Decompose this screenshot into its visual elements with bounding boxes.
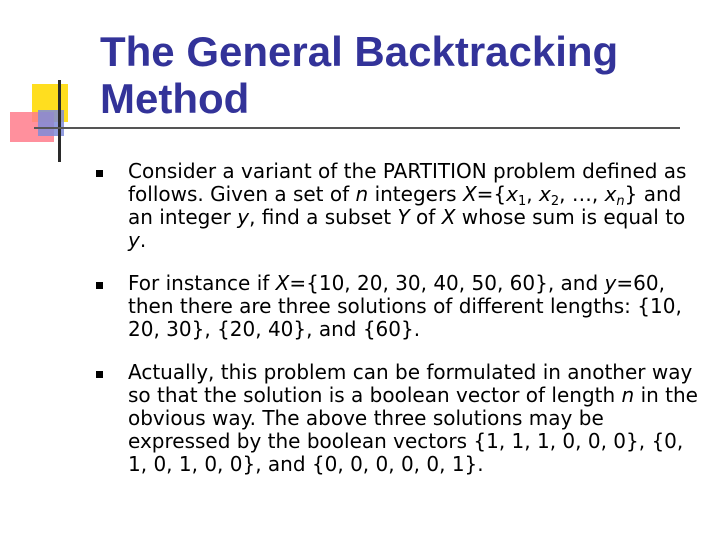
bullet-text-2: For instance if X={10, 20, 30, 40, 50, 60}, and y=60, then there are three solutions of different lengths: {10, 20, 30}, {20, 40}, and {60}. bbox=[128, 271, 682, 341]
title-underline bbox=[34, 127, 680, 129]
bullet-item-2 bbox=[96, 272, 706, 341]
slide-title: The General Backtracking Method bbox=[100, 28, 619, 122]
bullet-text-1: Consider a variant of the PARTITION problem defined as follows. Given a set of n integers $X=\{x_1$, $x_2$, …, $x_n$} and an integer y, find a subset Y of X whose sum is equal to y. bbox=[128, 159, 687, 252]
decorative-vertical-line bbox=[58, 80, 61, 162]
bullet-item-3 bbox=[96, 361, 706, 476]
square-bullet-icon bbox=[96, 282, 103, 289]
square-bullet-icon bbox=[96, 170, 103, 177]
bullet-text-3: Actually, this problem can be formulated in another way so that the solution is a boolean vector of length n in the obvious way. The above three solutions may be expressed by the boolean vectors {1, 1, 1, 0, 0, 0}, {0, 1, 0, 1, 0, 0}, and {0, 0, 0, 0, 0, 1}. bbox=[128, 360, 698, 476]
bullet-item-1 bbox=[96, 160, 706, 252]
bullet-list bbox=[96, 160, 706, 496]
square-bullet-icon bbox=[96, 371, 103, 378]
